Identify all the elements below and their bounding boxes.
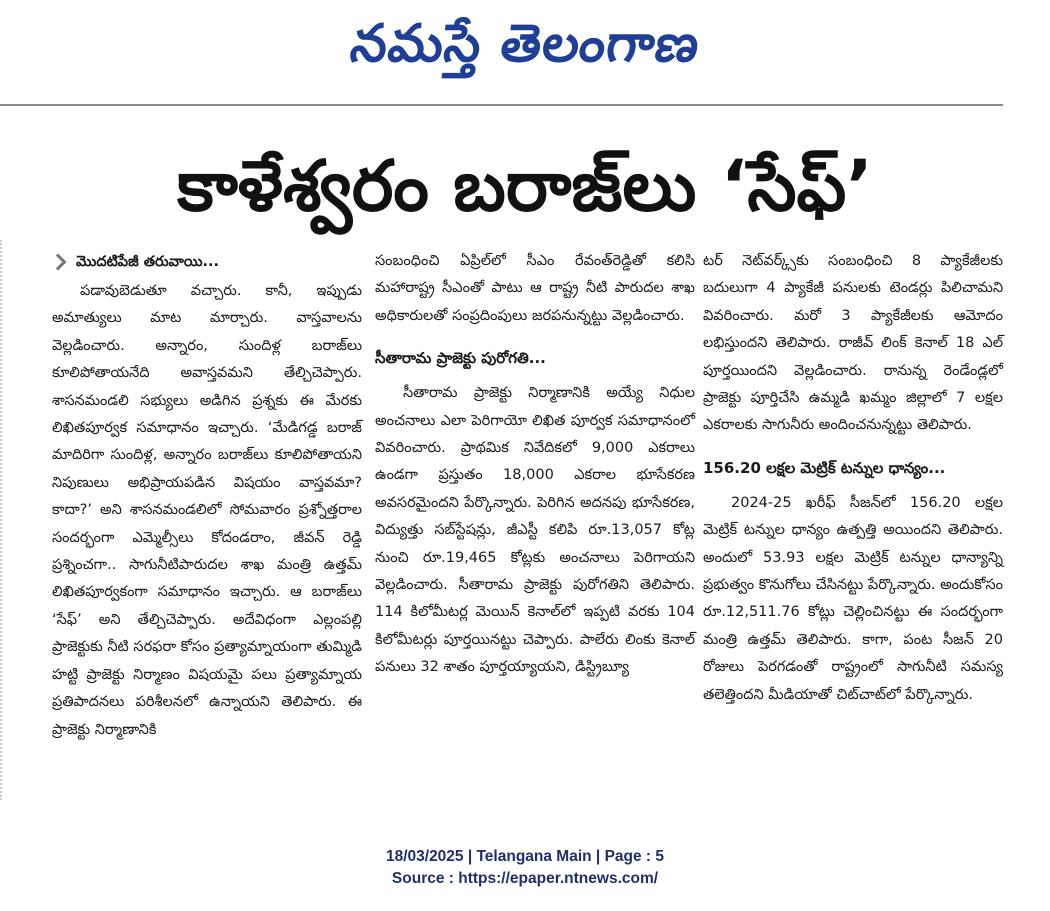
article-column-2 — [375, 248, 695, 682]
newspaper-logo: నమస్తే తెలంగాణ — [346, 14, 704, 74]
continued-label-row — [52, 248, 362, 276]
continued-label: మొదటిపేజీ తరువాయి... — [76, 254, 220, 270]
page-edge-marks — [0, 240, 8, 800]
section-subheading: 156.20 లక్షల మెట్రిక్ టన్నుల ధాన్యం... — [703, 458, 946, 477]
masthead-divider — [0, 104, 1003, 106]
article-paragraph: సంబంధించి ఏప్రిల్‌లో సీఎం రేవంత్‌రెడ్డితో కలిసి మహారాష్ట్ర సీఎంతో పాటు ఆ రాష్ట్ర నీటి పారుదల శాఖ అధికారులతో సంప్రదింపులు జరపనున్నట్టు వెల్లడించారు. — [375, 253, 695, 324]
article-paragraph: 2024-25 ఖరీఫ్ సీజన్‌లో 156.20 లక్షల మెట్రిక్ టన్నుల ధాన్యం ఉత్పత్తి అయిందని తెలిపారు. అందులో 53.93 లక్షల మెట్రిక్ టన్నుల ధాన్యాన్ని ప్రభుత్వం కొనుగోలు చేసినట్టు పేర్కొన్నారు. అందుకోసం రూ.12,511.76 కోట్లు చెల్లించినట్టు ఈ సందర్భంగా మంత్రి ఉత్తమ్ తెలిపారు. కాగా, పంట సీజన్ 20 రోజులు పెరగడంతో రాష్ట్రంలో సాగునీటి సమస్య తలెత్తిందని మీడియాతో చిట్‌చాట్‌లో పేర్కొన్నారు. — [703, 494, 1003, 703]
page-footer — [0, 846, 1050, 890]
footer-dateline: 18/03/2025 | Telangana Main | Page : 5 — [385, 848, 665, 865]
article-column-3 — [703, 248, 1003, 709]
article-headline: కాళేశ్వరం బరాజ్‌లు ‘సేఫ్’ — [177, 145, 873, 227]
article-paragraph: టర్ నెట్‌వర్క్స్‌కు సంబంధించి 8 ప్యాకేజీలకు బదులుగా 4 ప్యాకేజీ పనులకు టెండర్లు పిలిచామని వివరించారు. మరో 3 ప్యాకేజీలకు ఆమోదం లభిస్తుందని తెలిపారు. రాజీవ్ లింక్ కెనాల్ 18 ఎల్ పూర్తయిందని వెల్లడించారు. రానున్న రెండేండ్లలో ప్రాజెక్టు పూర్తిచేసి ఉమ్మడి ఖమ్మం జిల్లాలో 7 లక్షల ఎకరాలకు సాగునీరు అందించనున్నట్టు తెలిపారు. — [703, 253, 1003, 434]
section-subheading: సీతారామ ప్రాజెక్టు పురోగతి... — [375, 349, 546, 368]
article-paragraph: సీతారామ ప్రాజెక్టు నిర్మాణానికి అయ్యే నిధుల అంచనాలు ఎలా పెరిగాయో లిఖిత పూర్వక సమాధానంలో వివరించారు. ప్రాథమిక నివేదికలో 9,000 ఎకరాలు ఉండగా ప్రస్తుతం 18,000 ఎకరాల భూసేకరణ అవసరమైందని పేర్కొన్నారు. పెరిగిన అదనపు భూసేకరణ, విద్యుత్తు సబ్‌స్టేషన్లు, జీఎస్టీ కలిపి రూ.13,057 కోట్ల నుంచి రూ.19,465 కోట్లకు అంచనాలు పెరిగాయని వెల్లడించారు. సీతారామ ప్రాజెక్టు పురోగతిని తెలిపారు. 114 కిలోమీటర్ల మెయిన్ కెనాల్‌లో ఇప్పటి వరకు 104 కిలోమీటర్లు పూర్తయినట్టు చెప్పారు. పాలేరు లింకు కెనాల్ పనులు 32 శాతం పూర్తయ్యాయని, డిస్ట్రిబ్యూ — [375, 385, 695, 676]
chevron-right-icon — [50, 254, 67, 271]
article-paragraph: పడావుబెడుతూ వచ్చారు. కానీ, ఇప్పుడు అమాత్యులు మాట మార్చారు. వాస్తవాలను వెల్లడించారు. అన్నారం, సుందిళ్ల బరాజ్‌లు కూలిపోతాయనేది అవాస్తవమని తేల్చిచెప్పారు. శాసనమండలి సభ్యులు అడిగిన ప్రశ్నకు ఈ మేరకు లిఖితపూర్వక సమాధానం ఇచ్చారు. ‘మేడిగడ్డ బరాజ్ మాదిరిగా సుందిళ్ల, అన్నారం బరాజ్‌లు కూలిపోతాయని నిపుణులు అభిప్రాయపడిన విషయం వాస్తవమా? కాదా?’ అని శాసనమండలిలో సోమవారం ప్రశ్నోత్తరాల సందర్భంగా ఎమ్మెల్సీలు కోదండరాం, జీవన్ రెడ్డి ప్రశ్నించగా.. సాగునీటిపారుదల శాఖ మంత్రి ఉత్తమ్ లిఖితపూర్వకంగా సమాధానం ఇచ్చారు. ఆ బరాజ్‌లు ‘సేఫ్’ అని తేల్చిచెప్పారు. అదేవిధంగా ఎల్లంపల్లి ప్రాజెక్టుకు నీటి సరఫరా కోసం ప్రత్యామ్నాయంగా తుమ్మిడి హట్టి ప్రాజెక్టు నిర్మాణం విషయమై పలు ప్రత్యామ్నాయ ప్రతిపాదనలు పరిశీలనలో ఉన్నాయని తెలిపారు. ఈ ప్రాజెక్టు నిర్మాణానికి — [52, 283, 362, 738]
footer-source: Source : https://epaper.ntnews.com/ — [391, 870, 659, 887]
masthead — [0, 0, 1050, 104]
article-column-1 — [52, 248, 362, 744]
